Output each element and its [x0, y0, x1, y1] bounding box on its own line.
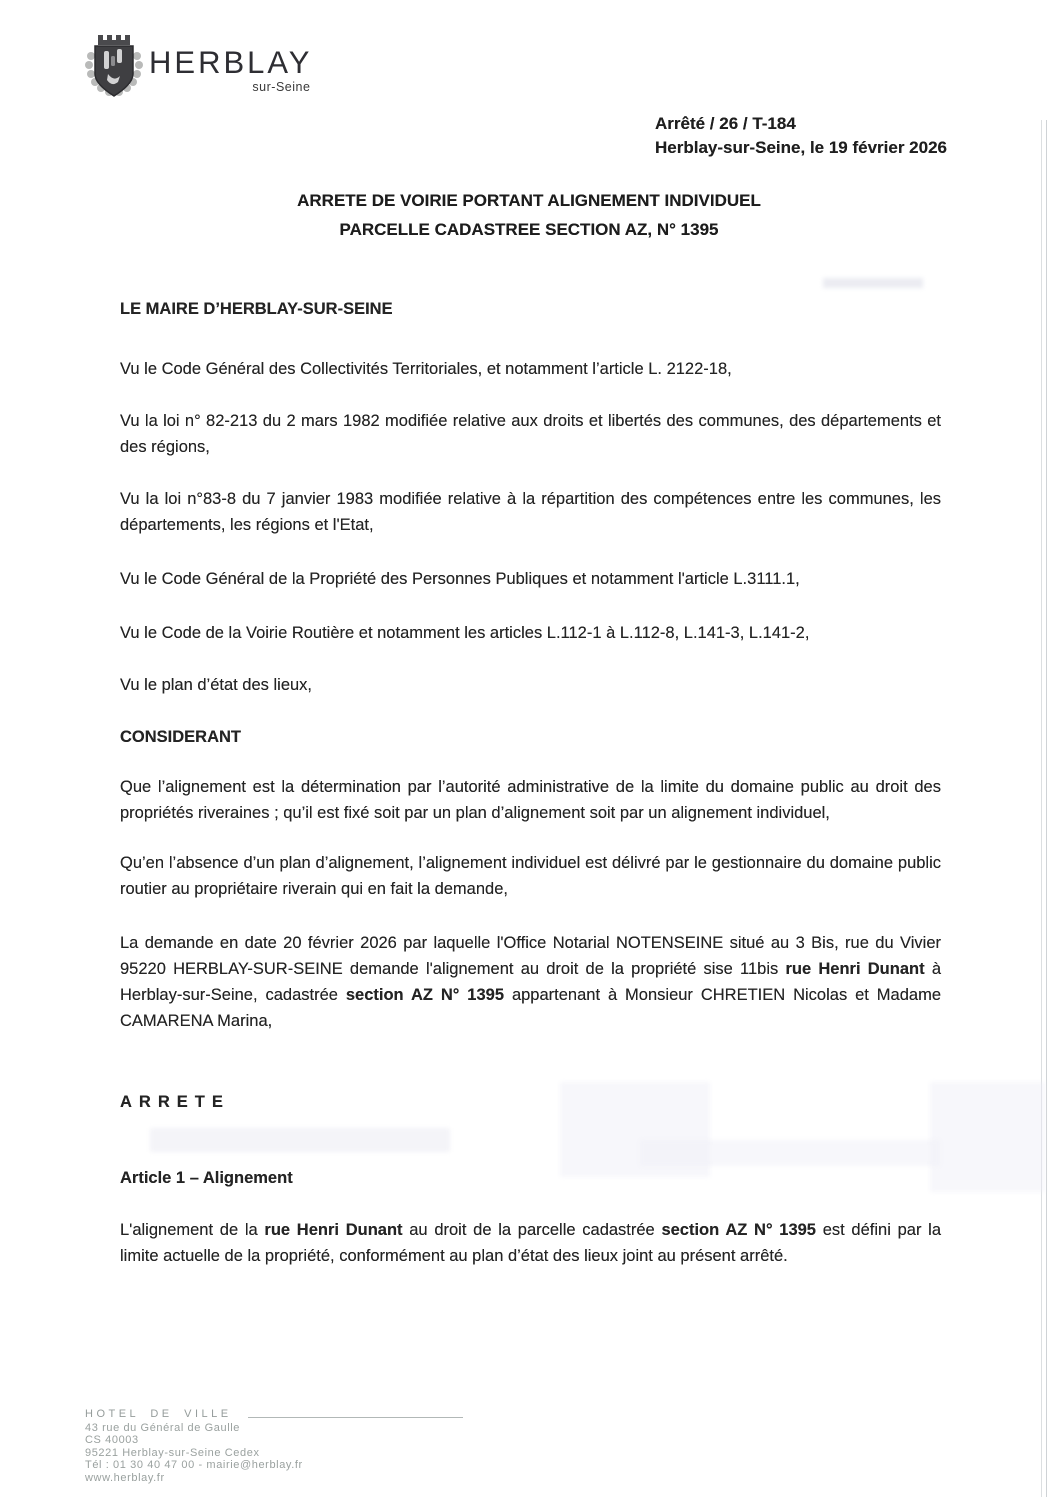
- demande-paragraph: [120, 930, 941, 1034]
- scan-artifact: [930, 1082, 1045, 1192]
- visa-paragraph: Vu le Code de la Voirie Routière et notamment les articles L.112-1 à L.112-8, L.141-3, L.141-2,: [120, 624, 810, 642]
- text-segment: appartenant à Monsieur CHRETIEN Nicolas et Madame CAMARENA Marina,: [120, 986, 942, 1030]
- visa-paragraph: Vu le Code Général de la Propriété des Personnes Publiques et notamment l'article L.3111.1,: [120, 570, 800, 588]
- place-and-date: Herblay-sur-Seine, le 19 février 2026: [655, 138, 947, 157]
- considerant-heading: CONSIDERANT: [120, 728, 242, 746]
- logo-wordmark: [149, 44, 313, 94]
- document-title-line1: ARRETE DE VOIRIE PORTANT ALIGNEMENT INDIVIDUEL: [297, 191, 761, 210]
- document-title-line2: PARCELLE CADASTREE SECTION AZ, N° 1395: [339, 220, 719, 239]
- text-segment: L'alignement de la: [120, 1221, 265, 1239]
- footer-address-line: 95221 Herblay-sur-Seine Cedex: [85, 1446, 260, 1459]
- document-title: [0, 186, 1058, 244]
- herblay-logo: [84, 34, 312, 104]
- document-body: [120, 296, 941, 1269]
- text-segment: à Herblay-sur-Seine, cadastrée: [120, 960, 941, 1004]
- considerant-paragraph: Qu’en l’absence d’un plan d’alignement, l’alignement individuel est délivré par le gestionnaire du domaine public routier au propriétaire riverain qui en fait la demande,: [120, 854, 941, 898]
- herblay-coat-of-arms-icon: [84, 34, 144, 104]
- arrete-heading: ARRETE: [120, 1093, 230, 1111]
- scan-artifact: [823, 278, 923, 288]
- text-segment: est défini par la limite actuelle de la propriété, conformément au plan d’état des lieux joint au présent arrêté.: [120, 1221, 942, 1265]
- logo-city-name: HERBLAY: [149, 44, 313, 81]
- street-name-bold: rue Henri Dunant: [785, 960, 925, 978]
- footer-website: www.herblay.fr: [85, 1471, 165, 1484]
- footer-address-line: 43 rue du Général de Gaulle: [85, 1421, 241, 1434]
- reference-block: [655, 112, 947, 160]
- footer-address-line: CS 40003: [85, 1434, 139, 1447]
- scan-edge-artifact: [1046, 120, 1047, 1497]
- scan-edge-artifact: [1041, 120, 1042, 1497]
- article1-heading: Article 1 – Alignement: [120, 1169, 293, 1187]
- town-hall-footer: [85, 1408, 303, 1485]
- visa-paragraph: Vu le plan d’état des lieux,: [120, 676, 313, 694]
- visa-paragraph: Vu la loi n°83-8 du 7 janvier 1983 modifiée relative à la répartition des compétences entre les communes, les départements, les régions et l'Etat,: [120, 490, 941, 534]
- footer-title: HOTEL DE VILLE: [85, 1408, 232, 1420]
- decree-reference: Arrêté / 26 / T-184: [655, 114, 796, 133]
- salutation-heading: LE MAIRE D’HERBLAY-SUR-SEINE: [120, 300, 393, 318]
- footer-title-row: [85, 1408, 303, 1421]
- parcel-reference-bold: section AZ N° 1395: [345, 986, 505, 1004]
- street-name-bold: rue Henri Dunant: [264, 1221, 403, 1239]
- visa-paragraph: Vu la loi n° 82-213 du 2 mars 1982 modifiée relative aux droits et libertés des communes, des départements et des régions,: [120, 412, 941, 456]
- article1-paragraph: [120, 1217, 941, 1269]
- logo-city-subname: sur-Seine: [252, 80, 311, 94]
- footer-phone-email: Tél : 01 30 40 47 00 - mairie@herblay.fr: [85, 1459, 303, 1472]
- text-segment: La demande en date 20 février 2026 par laquelle l'Office Notarial NOTENSEINE situé au 3 Bis, rue du Vivier 95220 HERBLAY-SUR-SEINE demande l'alignement au droit de la propriété sise 11bis: [120, 934, 941, 978]
- text-segment: au droit de la parcelle cadastrée: [402, 1221, 662, 1239]
- considerant-paragraph: Que l’alignement est la détermination par l’autorité administrative de la limite du domaine public au droit des propriétés riveraines ; qu’il est fixé soit par un plan d’alignement soit par un alignement individuel,: [120, 778, 941, 822]
- visa-paragraph: Vu le Code Général des Collectivités Territoriales, et notamment l’article L. 2122-18,: [120, 360, 732, 378]
- footer-divider-line: [248, 1417, 463, 1418]
- parcel-reference-bold: section AZ N° 1395: [661, 1221, 816, 1239]
